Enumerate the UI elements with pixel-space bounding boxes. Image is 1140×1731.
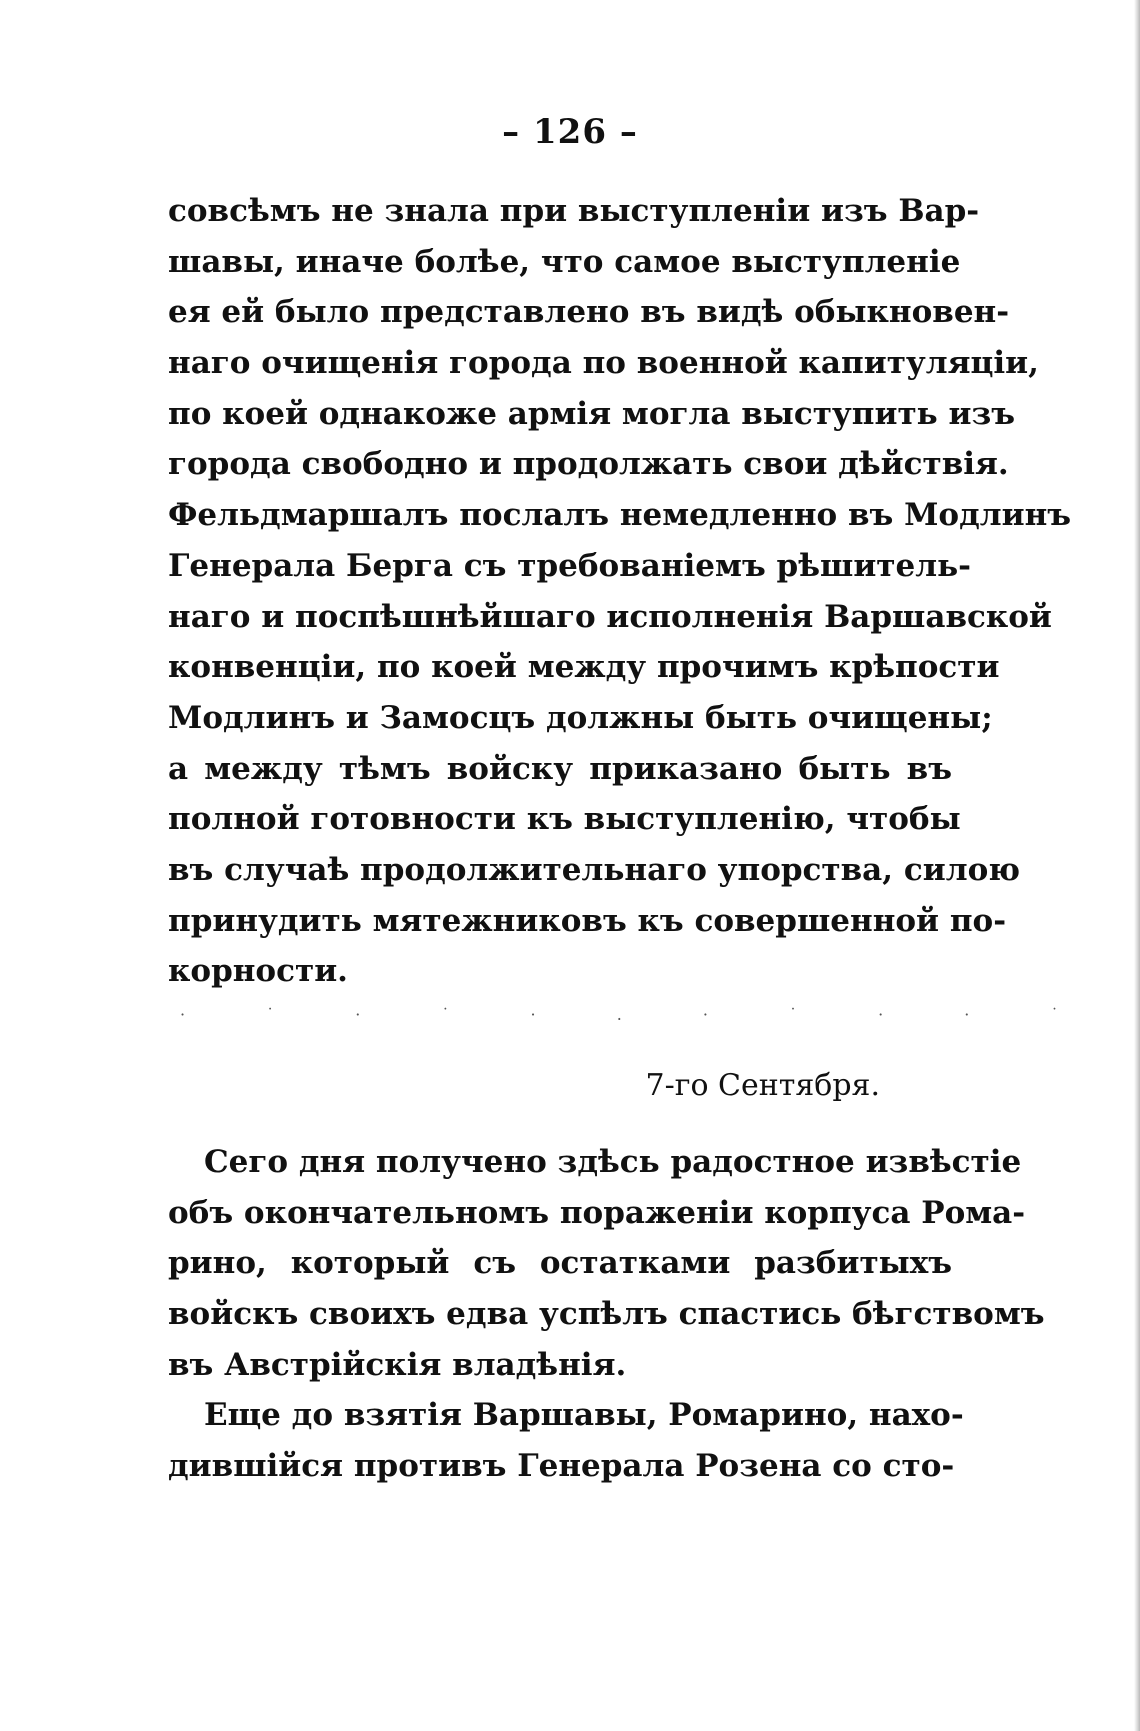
- text-line: по коей однакоже армія могла выступить изъ: [168, 395, 1016, 432]
- text-line: Модлинъ и Замосцъ должны быть очищены;: [168, 699, 993, 736]
- text-line: Фельдмаршалъ послалъ немедленно въ Модлинъ: [168, 497, 1072, 534]
- text-line: конвенціи, по коей между прочимъ крѣпости: [168, 649, 1000, 686]
- text-line: совсѣмъ не знала при выступленіи изъ Вар-: [168, 193, 980, 229]
- text-line: полной готовности къ выступленію, чтобы: [168, 801, 961, 838]
- text-line: принудить мятежниковъ къ совершенной по-: [168, 902, 1007, 939]
- text-line: объ окончательномъ пораженіи корпуса Рома-: [168, 1194, 1026, 1231]
- page-edge-shadow: [1134, 0, 1140, 1731]
- page-number: – 126 –: [502, 112, 638, 152]
- text-line: въ случаѣ продолжительнаго упорства, силою: [168, 851, 1021, 888]
- paragraph-2: [168, 1137, 1045, 1492]
- text-line: рино, который съ остатками разбитыхъ: [168, 1245, 952, 1282]
- text-line: ея ей было представлено въ видѣ обыкновен-: [168, 294, 1010, 331]
- text-line: войскъ своихъ едва успѣлъ спастись бѣгствомъ: [168, 1296, 1045, 1333]
- text-line: Еще до взятія Варшавы, Ромарино, нахо-: [204, 1397, 964, 1434]
- text-line: Сего дня получено здѣсь радостное извѣстіе: [204, 1144, 1022, 1180]
- print-specks: · ˙ · ˙ · . · ˙ · · ˙: [180, 1005, 1097, 1024]
- text-line: дившійся противъ Генерала Розена со сто-: [168, 1448, 955, 1485]
- text-line: города свободно и продолжать свои дѣйствія.: [168, 446, 1009, 483]
- text-line: въ Австрійскія владѣнія.: [168, 1346, 627, 1383]
- text-line: Генерала Берга съ требованіемъ рѣшитель-: [168, 547, 972, 584]
- dateline: 7-го Сентября.: [645, 1068, 880, 1103]
- text-line: шавы, иначе болѣе, что самое выступленіе: [168, 243, 961, 280]
- paragraph-1: [168, 186, 1072, 997]
- text-line: а между тѣмъ войску приказано быть въ: [168, 750, 952, 787]
- text-line: наго очищенія города по военной капитуляціи,: [168, 345, 1039, 382]
- text-line: корности.: [168, 953, 348, 990]
- text-line: наго и поспѣшнѣйшаго исполненія Варшавской: [168, 598, 1052, 635]
